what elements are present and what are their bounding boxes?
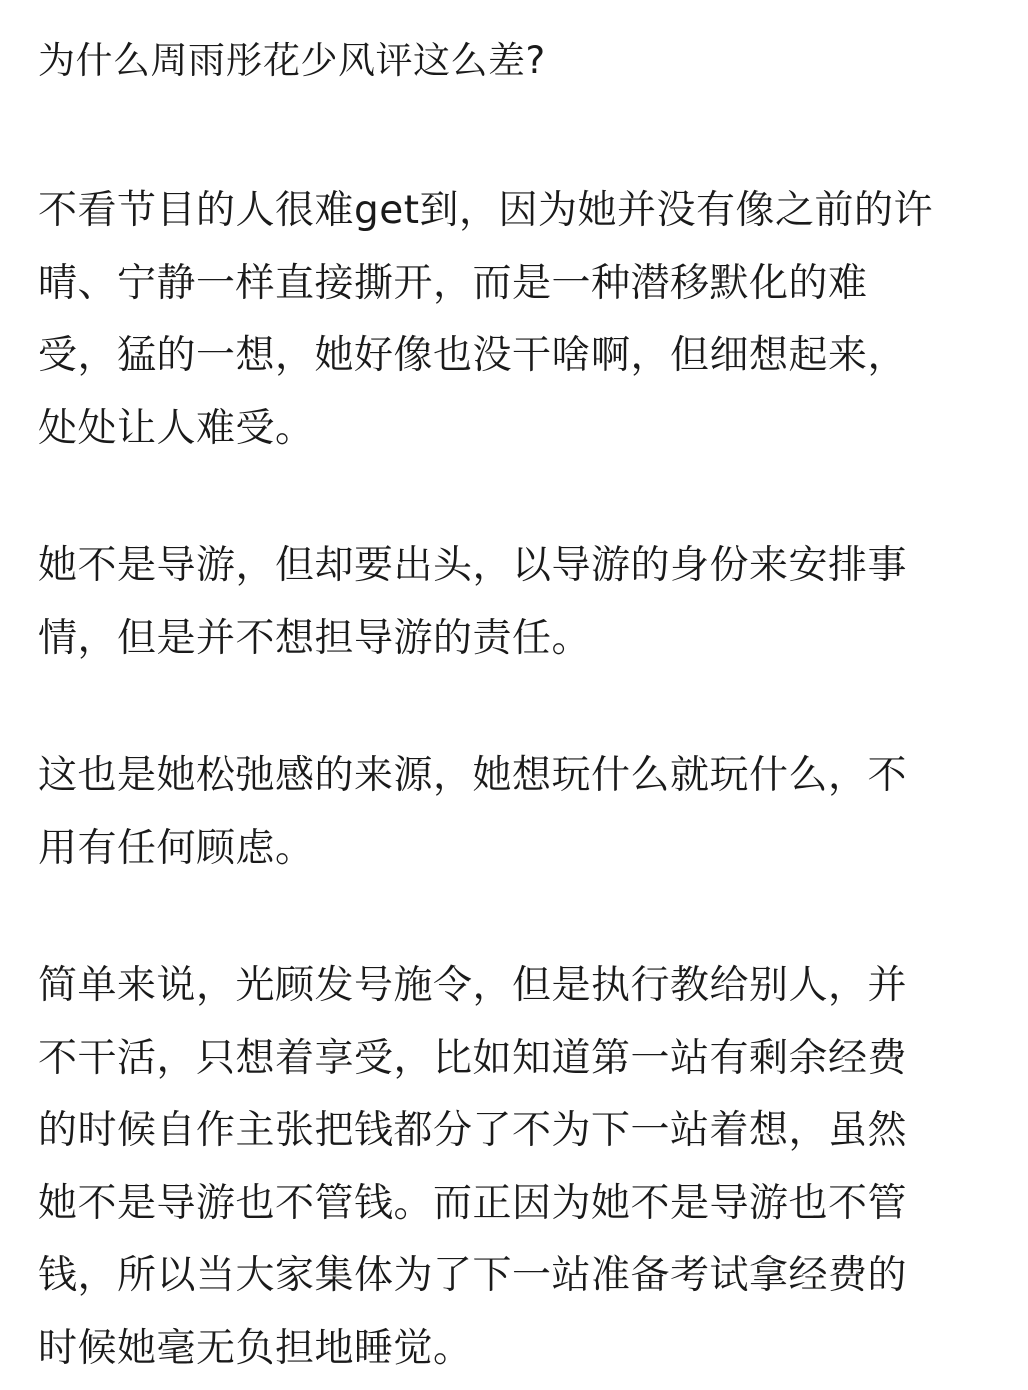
paragraph-line: 的时候自作主张把钱都分了不为下一站着想，虽然	[38, 1108, 908, 1153]
paragraph-line: 不干活，只想着享受，比如知道第一站有剩余经费	[38, 1035, 908, 1081]
paragraph-line: 时候她毫无负担地睡觉。	[38, 1325, 473, 1371]
paragraph-line: 用有任何顾虑。	[38, 825, 315, 871]
paragraph-line: 情，但是并不想担导游的责任。	[38, 615, 592, 661]
paragraph-line: 受，猛的一想，她好像也没干啥啊，但细想起来，	[38, 333, 908, 378]
paragraph-line: 处处让人难受。	[38, 405, 315, 451]
paragraph-3	[38, 740, 998, 885]
paragraph-1	[38, 175, 998, 465]
paragraph-line: 不看节目的人很难get到，因为她并没有像之前的许	[38, 188, 934, 233]
paragraph-line: 这也是她松弛感的来源，她想玩什么就玩什么，不	[38, 753, 908, 798]
paragraph-line: 她不是导游也不管钱。而正因为她不是导游也不管	[38, 1180, 908, 1226]
paragraph-line: 钱，所以当大家集体为了下一站准备考试拿经费的	[38, 1253, 908, 1298]
paragraph-4	[38, 950, 998, 1385]
post-title: 为什么周雨彤花少风评这么差?	[38, 39, 546, 82]
paragraph-line: 她不是导游，但却要出头，以导游的身份来安排事	[38, 543, 908, 588]
paragraph-2	[38, 530, 998, 675]
paragraph-line: 晴、宁静一样直接撕开，而是一种潜移默化的难	[38, 260, 868, 306]
paragraph-line: 简单来说，光顾发号施令，但是执行教给别人，并	[38, 963, 908, 1008]
post-body	[38, 0, 998, 1385]
